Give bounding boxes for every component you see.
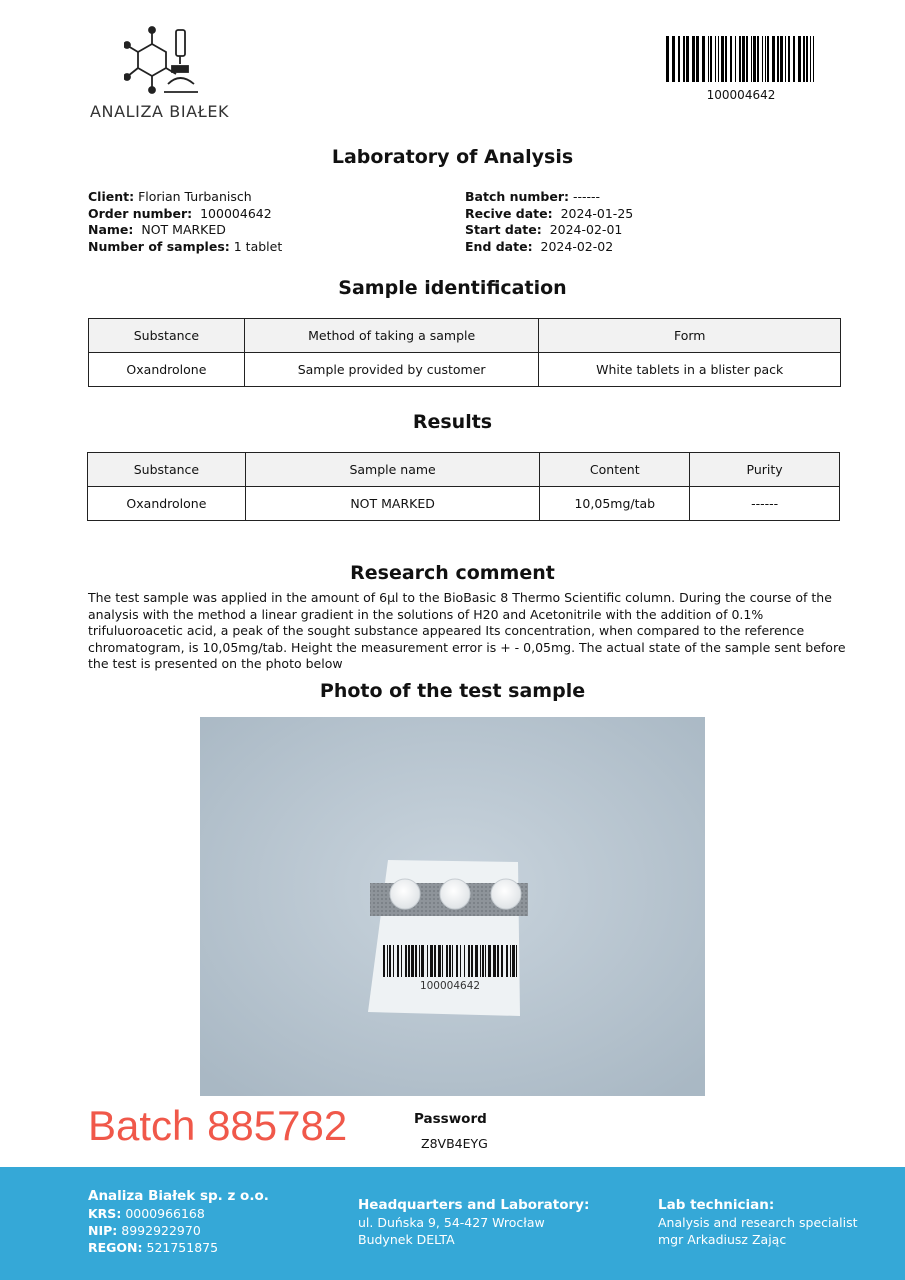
regon-line: REGON: 521751875 <box>88 1240 219 1255</box>
results-heading: Results <box>412 411 493 433</box>
column-header: Form <box>539 319 841 353</box>
tech-heading: Lab technician: <box>658 1197 775 1213</box>
company-name: Analiza Białek sp. z o.o. <box>88 1188 269 1204</box>
order-info-right <box>465 189 633 255</box>
info-order-number: Order number: 100004642 <box>88 205 272 221</box>
column-header: Substance <box>88 453 246 487</box>
table-cell: Oxandrolone <box>89 353 245 387</box>
column-header: Purity <box>690 453 840 487</box>
info-start-date: Start date: 2024-02-01 <box>465 222 623 237</box>
nip-line: NIP: 8992922970 <box>88 1223 201 1238</box>
column-header: Content <box>540 453 690 487</box>
research-comment-text: The test sample was applied in the amount of 6μl to the BioBasic 8 Thermo Scientific column. During the course of the analysis with the method a linear gradient in the solutions of H20 and Acetonitrile with the addition of 0.1% trifuluoroacetic acid, a peak of the sought substance appeared Its concentration, when compared to the reference chromatogram, is 10,05mg/tab. Height the measurement error is + - 0,05mg. The actual state of the sample sent before the test is presented on the photo below <box>88 590 846 671</box>
column-header: Sample name <box>245 453 540 487</box>
logo-text: ANALIZA BIAŁEK <box>90 102 230 121</box>
column-header: Method of taking a sample <box>244 319 539 353</box>
info-recive-date: Recive date: 2024-01-25 <box>465 205 634 221</box>
table-header-row <box>89 319 841 353</box>
hq-building: Budynek DELTA <box>358 1232 455 1247</box>
info-name: Name: NOT MARKED <box>88 222 226 237</box>
table-cell: NOT MARKED <box>245 487 540 521</box>
table-cell: 10,05mg/tab <box>540 487 690 521</box>
info-number-of-samples: Number of samples: 1 tablet <box>88 238 283 254</box>
barcode-number: 100004642 <box>706 88 776 102</box>
info-batch-number: Batch number: ------ <box>465 189 601 204</box>
photo-heading: Photo of the test sample <box>319 680 586 702</box>
photo-label-number: 100004642 <box>419 980 481 992</box>
info-client: Client: Florian Turbanisch <box>88 189 252 204</box>
batch-stamp: Batch 885782 <box>88 1102 348 1149</box>
table-cell: Sample provided by customer <box>244 353 539 387</box>
footer-headquarters <box>358 1197 589 1248</box>
table-cell: Oxandrolone <box>88 487 246 521</box>
hq-heading: Headquarters and Laboratory: <box>358 1197 590 1213</box>
table-header-row <box>88 453 840 487</box>
table-cell: ------ <box>690 487 840 521</box>
krs-line: KRS: 0000966168 <box>88 1206 205 1221</box>
password-value: Z8VB4EYG <box>421 1136 488 1151</box>
sample-identification-heading: Sample identification <box>338 277 567 299</box>
table-row <box>88 487 840 521</box>
tech-title: Analysis and research specialist <box>658 1215 858 1230</box>
footer-company <box>88 1188 269 1256</box>
footer-lab-technician <box>658 1197 858 1248</box>
info-end-date: End date: 2024-02-02 <box>465 238 614 254</box>
sample-photo <box>200 717 705 1096</box>
order-info-left <box>88 189 282 255</box>
hq-address: ul. Duńska 9, 54-427 Wrocław <box>358 1215 545 1230</box>
table-cell: White tablets in a blister pack <box>539 353 841 387</box>
molecule-microscope-icon <box>124 26 214 98</box>
results-table <box>87 452 840 521</box>
sample-identification-table <box>88 318 841 387</box>
tech-name: mgr Arkadiusz Zając <box>658 1232 787 1247</box>
password-label: Password <box>414 1111 487 1127</box>
research-comment-heading: Research comment <box>350 562 555 584</box>
company-logo <box>88 22 248 132</box>
table-row <box>89 353 841 387</box>
footer <box>0 1167 905 1280</box>
order-barcode <box>666 36 816 82</box>
column-header: Substance <box>89 319 245 353</box>
page-title: Laboratory of Analysis <box>331 146 574 168</box>
